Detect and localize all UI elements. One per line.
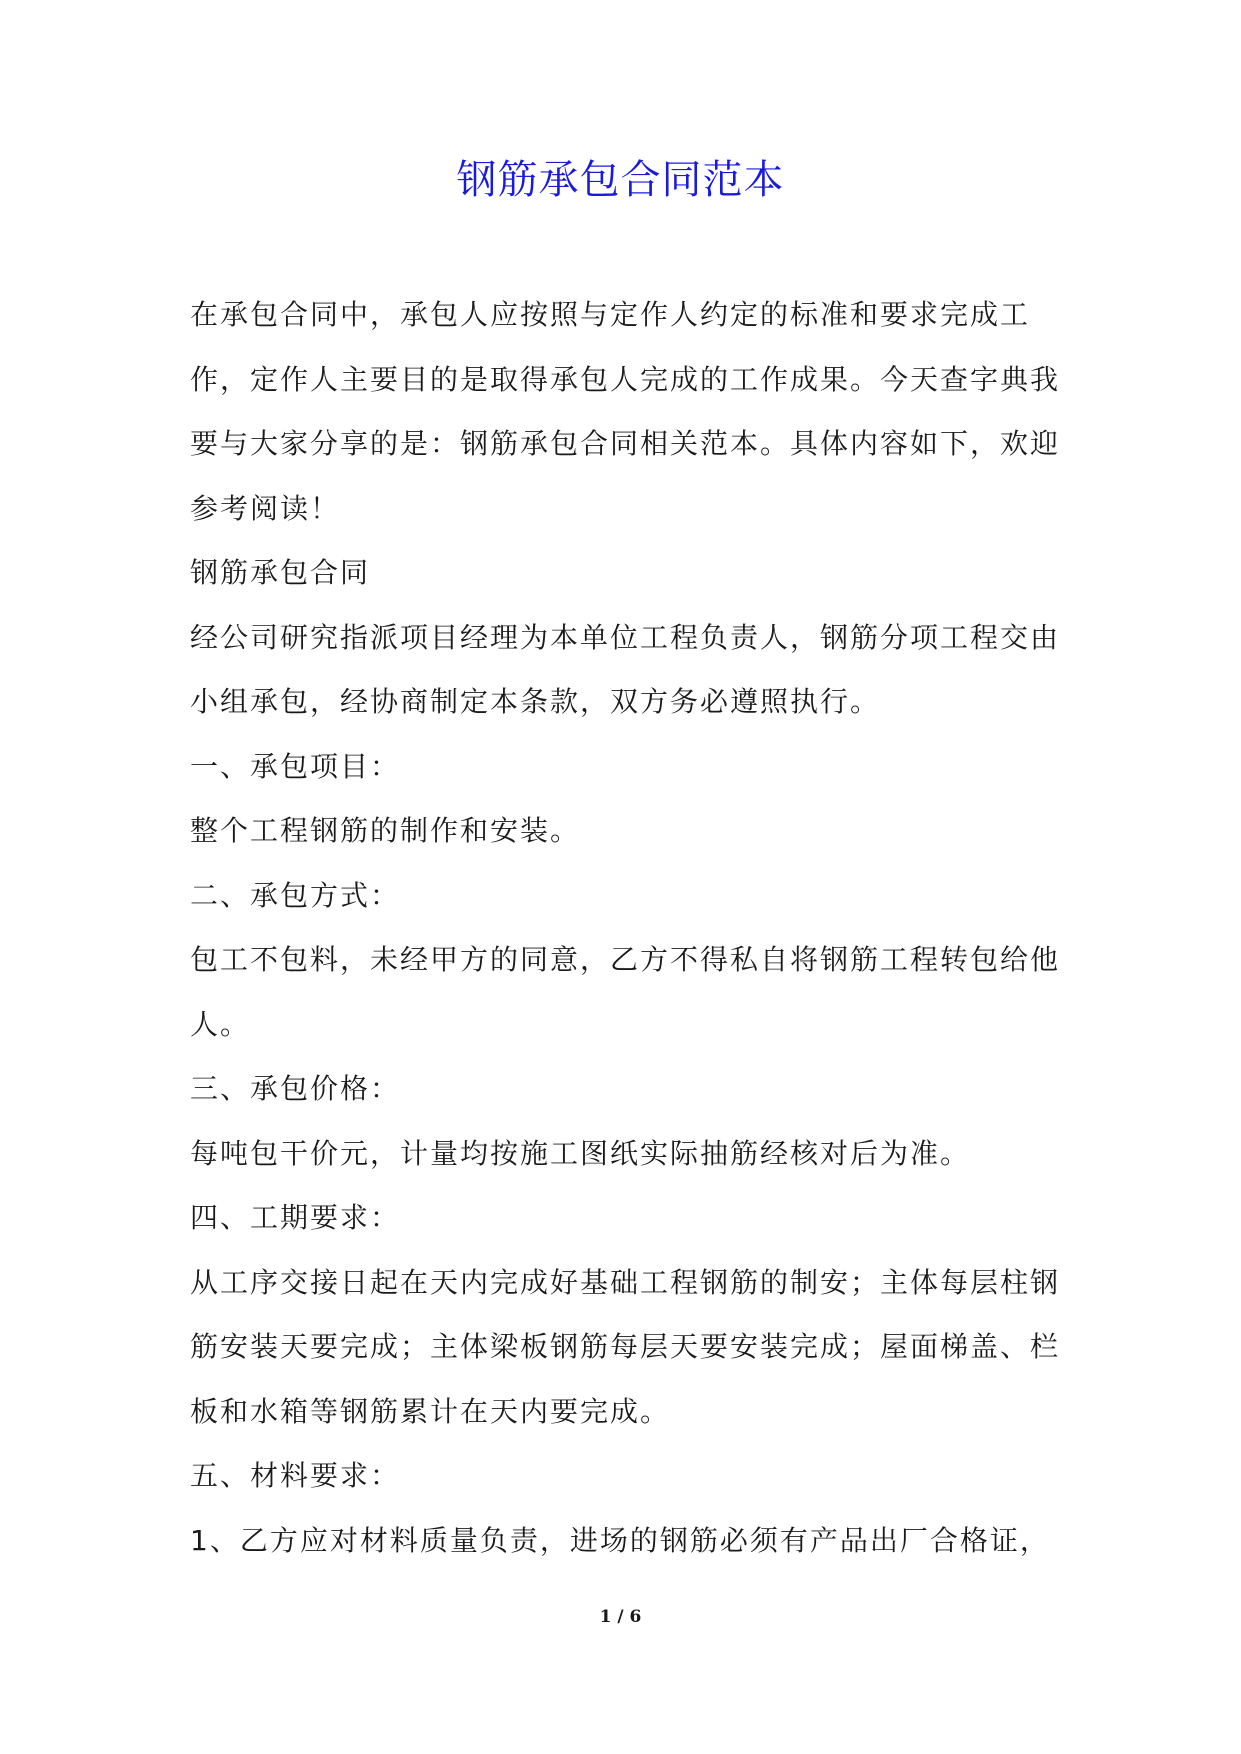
paragraph-method: 包工不包料，未经甲方的同意，乙方不得私自将钢筋工程转包给他人。 (190, 943, 1061, 1041)
paragraph-materials-1: 1、乙方应对材料质量负责，进场的钢筋必须有产品出厂合格证， (190, 1523, 1050, 1557)
section-heading-materials: 五、材料要求： (190, 1459, 401, 1492)
section-heading-project: 一、承包项目： (190, 749, 401, 783)
page-number: 1 / 6 (599, 1607, 642, 1627)
page-title: 钢筋承包合同范本 (456, 157, 785, 203)
paragraph-schedule: 从工序交接日起在天内完成好基础工程钢筋的制安；主体每层柱钢筋安装天要完成；主体梁板钢筋每层天要安装完成；屋面梯盖、栏板和水箱等钢筋累计在天内要完成。 (190, 1265, 1061, 1428)
paragraph-preamble: 经公司研究指派项目经理为本单位工程负责人，钢筋分项工程交由小组承包，经协商制定本条款，双方务必遵照执行。 (190, 620, 1061, 718)
section-heading-schedule: 四、工期要求： (190, 1201, 401, 1234)
paragraph-project: 整个工程钢筋的制作和安装。 (190, 814, 581, 847)
paragraph-contract-heading: 钢筋承包合同 (190, 556, 371, 589)
paragraph-price: 每吨包干价元，计量均按施工图纸实际抽筋经核对后为准。 (190, 1136, 971, 1170)
document-body (190, 283, 1070, 1573)
section-heading-price: 三、承包价格： (190, 1072, 401, 1105)
section-heading-method: 二、承包方式： (190, 878, 401, 912)
paragraph-intro: 在承包合同中，承包人应按照与定作人约定的标准和要求完成工作，定作人主要目的是取得承包人完成的工作成果。今天查字典我要与大家分享的是：钢筋承包合同相关范本。具体内容如下，欢迎参考阅读！ (190, 298, 1061, 525)
